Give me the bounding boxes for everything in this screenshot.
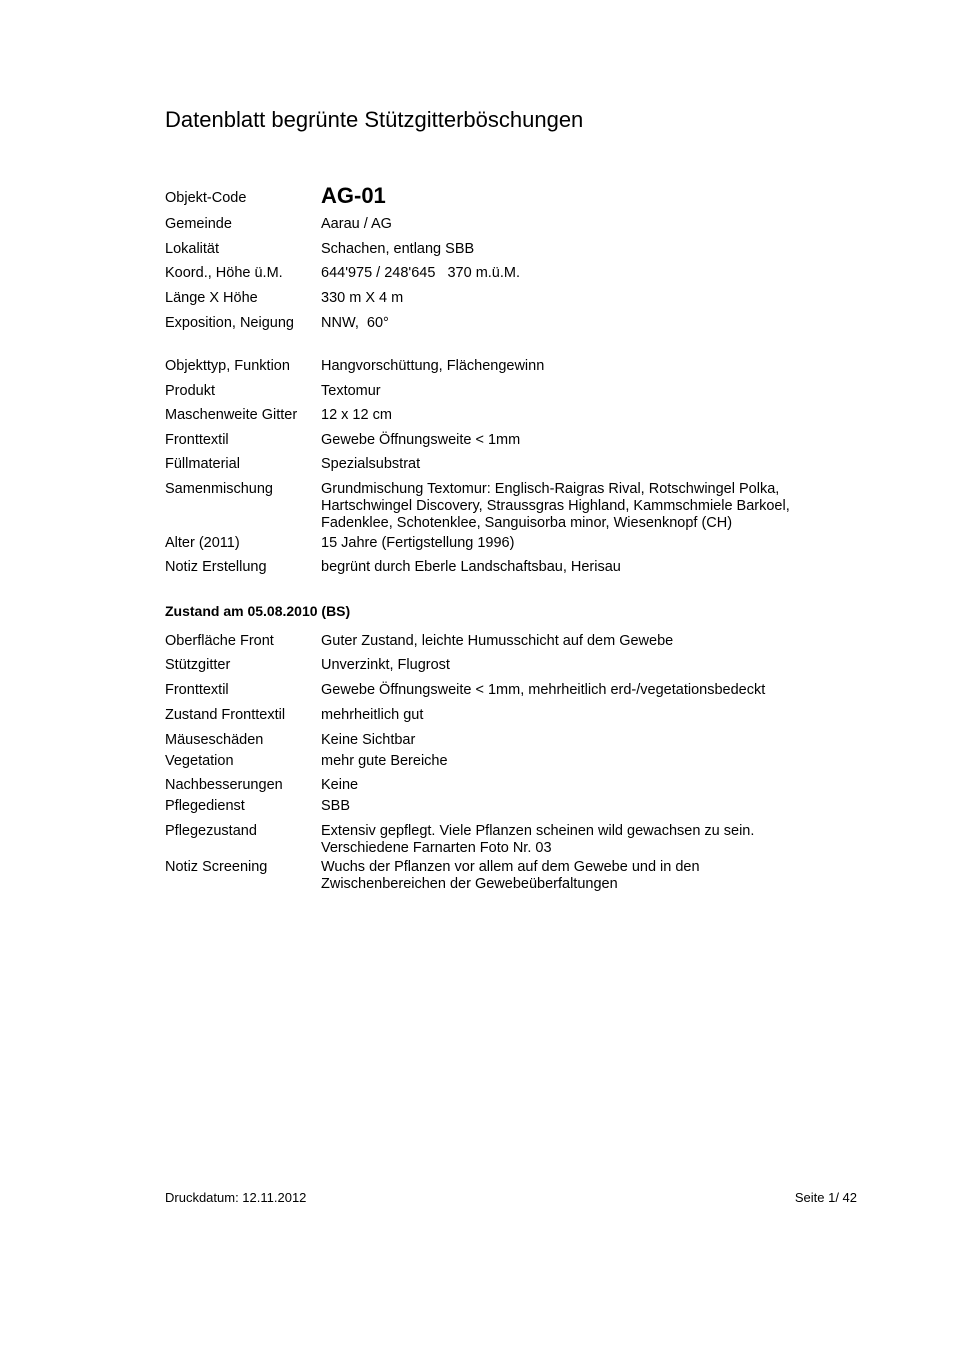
field-value: Guter Zustand, leichte Humusschicht auf dem Gewebe [321,633,674,649]
field-value: Keine Sichtbar [321,732,416,748]
section-heading-zustand: Zustand am 05.08.2010 (BS) [165,603,351,619]
field-label: Gemeinde [165,216,232,232]
field-value: 644'975 / 248'645 370 m.ü.M. [321,265,521,281]
field-label: Stützgitter [165,657,231,673]
field-label: Zustand Fronttextil [165,707,286,723]
field-value: Schachen, entlang SBB [321,241,475,257]
field-value: Aarau / AG [321,216,392,232]
object-code-value: AG-01 [321,183,386,208]
print-date: Druckdatum: 12.11.2012 [165,1190,307,1205]
field-label: Samenmischung [165,481,273,497]
field-value: Spezialsubstrat [321,456,421,472]
field-value: Hangvorschüttung, Flächengewinn [321,358,545,374]
field-value: Keine [321,777,359,793]
field-label: Objekt-Code [165,190,247,206]
field-label: Mäuseschäden [165,732,264,748]
field-value: Textomur [321,383,381,399]
page-number: Seite 1/ 42 [794,1190,857,1205]
field-label: Pflegezustand [165,823,257,839]
field-value: Extensiv gepflegt. Viele Pflanzen scheinen wild gewachsen zu sein. Verschiedene Farnarten Foto Nr. 03 [321,823,755,856]
field-label: Produkt [165,383,215,399]
field-value: Gewebe Öffnungsweite < 1mm, mehrheitlich erd-/vegetationsbedeckt [321,682,766,698]
field-label: Notiz Screening [165,859,268,875]
field-value: 330 m X 4 m [321,290,404,306]
field-value: NNW, 60° [321,315,389,331]
field-label: Exposition, Neigung [165,315,294,331]
field-label: Vegetation [165,753,234,769]
field-label: Pflegedienst [165,798,245,814]
field-value: SBB [321,798,351,814]
field-label: Oberfläche Front [165,633,274,649]
field-label: Füllmaterial [165,456,240,472]
field-label: Alter (2011) [165,535,240,551]
field-label: Lokalität [165,241,220,257]
page-title: Datenblatt begrünte Stützgitterböschungen [165,107,584,132]
field-label: Länge X Höhe [165,290,258,306]
field-value: mehr gute Bereiche [321,753,448,769]
field-label: Fronttextil [165,432,229,448]
field-value: begrünt durch Eberle Landschaftsbau, Herisau [321,559,621,575]
field-value: 15 Jahre (Fertigstellung 1996) [321,535,515,551]
field-label: Notiz Erstellung [165,559,267,575]
field-label: Objekttyp, Funktion [165,358,290,374]
field-value: Grundmischung Textomur: Englisch-Raigras Rival, Rotschwingel Polka, Hartschwingel Discovery, Straussgras Highland, Kammschmiele Barkoel, Fadenklee, Schotenklee, Sanguisorba minor, Wiesenknopf (CH) [321,481,790,531]
field-value: Unverzinkt, Flugrost [321,657,450,673]
field-value: Wuchs der Pflanzen vor allem auf dem Gewebe und in den Zwischenbereichen der Gewebeüberfaltungen [321,859,700,892]
field-value: mehrheitlich gut [321,707,424,723]
field-value: 12 x 12 cm [321,407,392,423]
field-label: Koord., Höhe ü.M. [165,265,283,281]
field-label: Nachbesserungen [165,777,283,793]
field-label: Maschenweite Gitter [165,407,298,423]
field-label: Fronttextil [165,682,229,698]
field-value: Gewebe Öffnungsweite < 1mm [321,432,521,448]
